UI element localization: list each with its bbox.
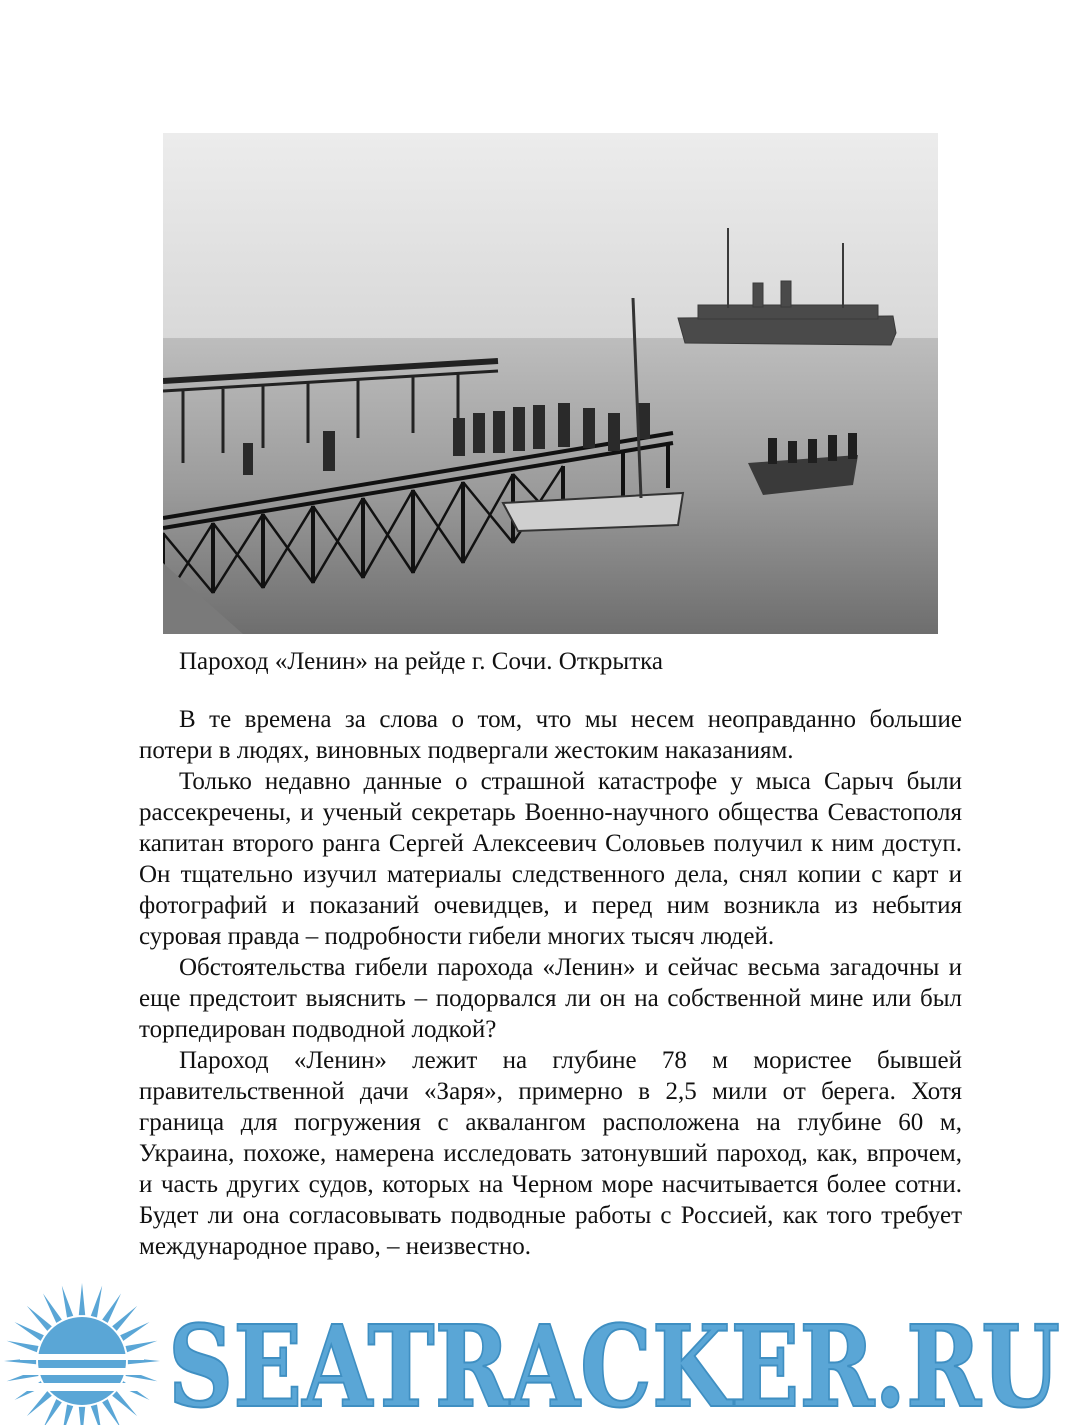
paragraph: Только недавно данные о страшной катастрофе у мыса Сарыч были рассекречены, и ученый секретарь Военно-научного общества Севастополя капитан второго ранга Сергей Алексеевич Соловьев получил к ним доступ. Он тщательно изучил материалы следственного дела, снял копии с карт и фотографий и показаний очевидцев, и перед ним возникла из небытия суровая правда – подробности гибели многих тысяч людей. [139, 768, 962, 950]
watermark-logo [0, 1266, 1080, 1425]
postcard-photo [163, 133, 938, 634]
photo-caption: Пароход «Ленин» на рейде г. Сочи. Открытка [179, 648, 663, 675]
sun-burst-icon [4, 1283, 160, 1425]
watermark-text: SEATRACKER.RU [168, 1302, 1060, 1425]
steamship-pier-image [163, 133, 938, 634]
paragraph: Обстоятельства гибели парохода «Ленин» и сейчас весьма загадочны и еще предстоит выяснить – подорвался ли он на собственной мине или был торпедирован подводной лодкой? [139, 954, 962, 1043]
article-body [139, 704, 962, 1262]
paragraph: Пароход «Ленин» лежит на глубине 78 м мористее бывшей правительственной дачи «Заря», примерно в 2,5 мили от берега. Хотя граница для погружения с аквалангом расположена на глубине 60 м, Украина, похоже, намерена исследовать затонувший пароход, как, впрочем, и часть других судов, которых на Черном море насчитывается более сотни. Будет ли она согласовывать подводные работы с Россией, как того требует международное право, – неизвестно. [139, 1047, 962, 1260]
paragraph: В те времена за слова о том, что мы несем неоправданно большие потери в людях, виновных подвергали жестоким наказаниям. [139, 706, 962, 764]
